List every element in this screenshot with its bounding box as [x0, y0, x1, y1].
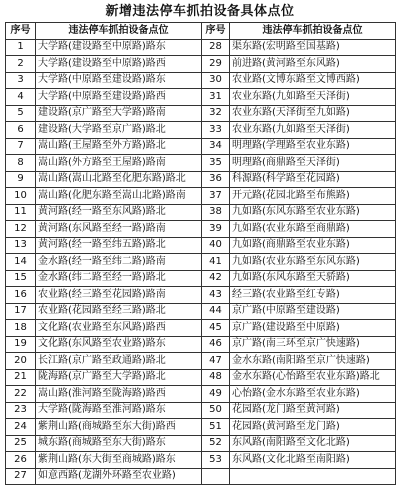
left-number-cell: 9 — [6, 171, 36, 188]
left-location-cell: 如意西路(龙湖外环路至农业路) — [36, 468, 202, 485]
left-number-cell: 11 — [6, 204, 36, 221]
left-location-cell: 建设路(大学路至京广路)路北 — [36, 122, 202, 139]
left-number-cell: 19 — [6, 336, 36, 353]
left-location-cell: 金水路(经一路至纬二路)路南 — [36, 254, 202, 271]
left-number-cell: 2 — [6, 56, 36, 73]
table-row — [6, 254, 396, 271]
table-header-row — [6, 23, 396, 40]
locations-table — [5, 22, 396, 485]
left-location-cell: 文化路(农业路至东风路)路西 — [36, 320, 202, 337]
right-number-cell: 31 — [202, 89, 230, 106]
right-number-cell: 32 — [202, 105, 230, 122]
right-location-cell: 花园路(龙门路至黄河路) — [230, 402, 396, 419]
right-number-cell: 42 — [202, 270, 230, 287]
table-body — [6, 39, 396, 485]
left-number-cell: 23 — [6, 402, 36, 419]
left-location-cell: 大学路(建设路至中原路)路东 — [36, 39, 202, 56]
right-location-cell: 九如路(商鼎路至农业东路) — [230, 237, 396, 254]
table-row — [6, 386, 396, 403]
header-location-right: 违法停车抓拍设备点位 — [230, 23, 396, 40]
left-location-cell: 长江路(京广路至政通路)路北 — [36, 353, 202, 370]
left-location-cell: 黄河路(经一路至纬五路)路北 — [36, 237, 202, 254]
header-number-right: 序号 — [202, 23, 230, 40]
table-row — [6, 369, 396, 386]
right-location-cell: 明理路(商鼎路至天泽街) — [230, 155, 396, 172]
table-row — [6, 270, 396, 287]
table-row — [6, 72, 396, 89]
left-location-cell: 农业路(花园路至经三路)路北 — [36, 303, 202, 320]
left-number-cell: 12 — [6, 221, 36, 238]
left-location-cell: 黄河路(东风路至经一路)路南 — [36, 221, 202, 238]
left-number-cell: 22 — [6, 386, 36, 403]
right-number-cell: 33 — [202, 122, 230, 139]
right-location-cell: 金水东路(南阳路至京广快速路) — [230, 353, 396, 370]
table-row — [6, 336, 396, 353]
left-location-cell: 文化路(东风路至农业路)路东 — [36, 336, 202, 353]
table-row — [6, 221, 396, 238]
right-number-cell — [202, 468, 230, 485]
right-location-cell: 农业东路(九如路至天泽街) — [230, 122, 396, 139]
right-number-cell: 47 — [202, 353, 230, 370]
left-location-cell: 嵩山路(淮河路至陇海路)路西 — [36, 386, 202, 403]
left-location-cell: 建设路(京广路至大学路)路南 — [36, 105, 202, 122]
right-number-cell: 44 — [202, 303, 230, 320]
left-number-cell: 21 — [6, 369, 36, 386]
right-number-cell: 38 — [202, 204, 230, 221]
left-location-cell: 大学路(建设路至中原路)路西 — [36, 56, 202, 73]
right-number-cell: 34 — [202, 138, 230, 155]
table-row — [6, 468, 396, 485]
table-row — [6, 435, 396, 452]
right-number-cell: 48 — [202, 369, 230, 386]
left-location-cell: 嵩山路(嵩山北路至化肥东路)路北 — [36, 171, 202, 188]
left-number-cell: 16 — [6, 287, 36, 304]
right-number-cell: 46 — [202, 336, 230, 353]
right-location-cell: 花园路(黄河路至龙门路) — [230, 419, 396, 436]
right-location-cell: 九如路(东风东路至农业东路) — [230, 204, 396, 221]
left-location-cell: 金水路(纬二路至经一路)路北 — [36, 270, 202, 287]
left-location-cell: 嵩山路(王屋路至外方路)路北 — [36, 138, 202, 155]
right-number-cell: 41 — [202, 254, 230, 271]
right-number-cell: 37 — [202, 188, 230, 205]
left-number-cell: 3 — [6, 72, 36, 89]
left-location-cell: 黄河路(经一路至东风路)路北 — [36, 204, 202, 221]
header-location-left: 违法停车抓拍设备点位 — [36, 23, 202, 40]
left-number-cell: 13 — [6, 237, 36, 254]
right-number-cell: 28 — [202, 39, 230, 56]
right-location-cell: 九如路(农业东路至东风东路) — [230, 254, 396, 271]
left-number-cell: 25 — [6, 435, 36, 452]
right-location-cell: 九如路(农业东路至商鼎路) — [230, 221, 396, 238]
header-number-left: 序号 — [6, 23, 36, 40]
right-number-cell: 40 — [202, 237, 230, 254]
left-number-cell: 1 — [6, 39, 36, 56]
left-number-cell: 14 — [6, 254, 36, 271]
left-number-cell: 4 — [6, 89, 36, 106]
document-title: 新增违法停车抓拍设备具体点位 — [105, 4, 295, 19]
right-location-cell: 九如路(东风东路至天骄路) — [230, 270, 396, 287]
right-location-cell: 渠东路(宏明路至国基路) — [230, 39, 396, 56]
table-row — [6, 56, 396, 73]
left-location-cell: 嵩山路(化肥东路至嵩山北路)路南 — [36, 188, 202, 205]
left-number-cell: 27 — [6, 468, 36, 485]
right-location-cell: 京广路(中原路至建设路) — [230, 303, 396, 320]
left-number-cell: 15 — [6, 270, 36, 287]
right-number-cell: 35 — [202, 155, 230, 172]
right-location-cell: 明理路(学理路至农业东路) — [230, 138, 396, 155]
right-location-cell: 东风路(南阳路至文化北路) — [230, 435, 396, 452]
table-row — [6, 402, 396, 419]
right-number-cell: 45 — [202, 320, 230, 337]
left-location-cell: 陇海路(京广路至大学路)路北 — [36, 369, 202, 386]
table-row — [6, 89, 396, 106]
left-location-cell: 大学路(陇海路至淮河路)路东 — [36, 402, 202, 419]
right-location-cell: 心怡路(金水东路至农业东路) — [230, 386, 396, 403]
left-location-cell: 紫荆山路(商城路至东大街)路西 — [36, 419, 202, 436]
left-number-cell: 8 — [6, 155, 36, 172]
right-location-cell: 京广路(建设路至中原路) — [230, 320, 396, 337]
left-number-cell: 17 — [6, 303, 36, 320]
left-number-cell: 26 — [6, 452, 36, 469]
right-location-cell: 金水东路(心怡路至农业东路)路北 — [230, 369, 396, 386]
table-row — [6, 171, 396, 188]
right-location-cell: 前进路(黄河路至东风路) — [230, 56, 396, 73]
right-location-cell: 东风路(文化北路至南阳路) — [230, 452, 396, 469]
left-location-cell: 大学路(中原路至建设路)路西 — [36, 89, 202, 106]
table-row — [6, 419, 396, 436]
right-number-cell: 50 — [202, 402, 230, 419]
left-location-cell: 城东路(商城路至东大街)路东 — [36, 435, 202, 452]
table-row — [6, 303, 396, 320]
left-number-cell: 6 — [6, 122, 36, 139]
right-number-cell: 39 — [202, 221, 230, 238]
left-number-cell: 5 — [6, 105, 36, 122]
left-location-cell: 嵩山路(外方路至王屋路)路南 — [36, 155, 202, 172]
left-location-cell: 农业路(经三路至花园路)路南 — [36, 287, 202, 304]
left-location-cell: 紫荆山路(东大街至商城路)路东 — [36, 452, 202, 469]
left-location-cell: 大学路(中原路至建设路)路东 — [36, 72, 202, 89]
table-row — [6, 39, 396, 56]
right-location-cell: 京广路(南三环至京广快速路) — [230, 336, 396, 353]
right-number-cell: 30 — [202, 72, 230, 89]
right-number-cell: 36 — [202, 171, 230, 188]
left-number-cell: 20 — [6, 353, 36, 370]
table-row — [6, 353, 396, 370]
right-location-cell: 科源路(科学路至花园路) — [230, 171, 396, 188]
right-location-cell: 经三路(农业路至红专路) — [230, 287, 396, 304]
right-location-cell — [230, 468, 396, 485]
right-number-cell: 51 — [202, 419, 230, 436]
left-number-cell: 10 — [6, 188, 36, 205]
right-location-cell: 农业东路(九如路至天泽街) — [230, 89, 396, 106]
right-number-cell: 43 — [202, 287, 230, 304]
table-row — [6, 320, 396, 337]
right-number-cell: 52 — [202, 435, 230, 452]
right-number-cell: 29 — [202, 56, 230, 73]
right-location-cell: 农业东路(天泽街至九如路) — [230, 105, 396, 122]
table-row — [6, 287, 396, 304]
left-number-cell: 7 — [6, 138, 36, 155]
right-number-cell: 53 — [202, 452, 230, 469]
table-row — [6, 138, 396, 155]
table-row — [6, 105, 396, 122]
table-row — [6, 122, 396, 139]
table-row — [6, 188, 396, 205]
left-number-cell: 18 — [6, 320, 36, 337]
right-location-cell: 开元路(花园北路至布熊路) — [230, 188, 396, 205]
table-row — [6, 204, 396, 221]
table-row — [6, 155, 396, 172]
table-row — [6, 237, 396, 254]
table-row — [6, 452, 396, 469]
right-location-cell: 农业路(文博东路至文博西路) — [230, 72, 396, 89]
left-number-cell: 24 — [6, 419, 36, 436]
right-number-cell: 49 — [202, 386, 230, 403]
